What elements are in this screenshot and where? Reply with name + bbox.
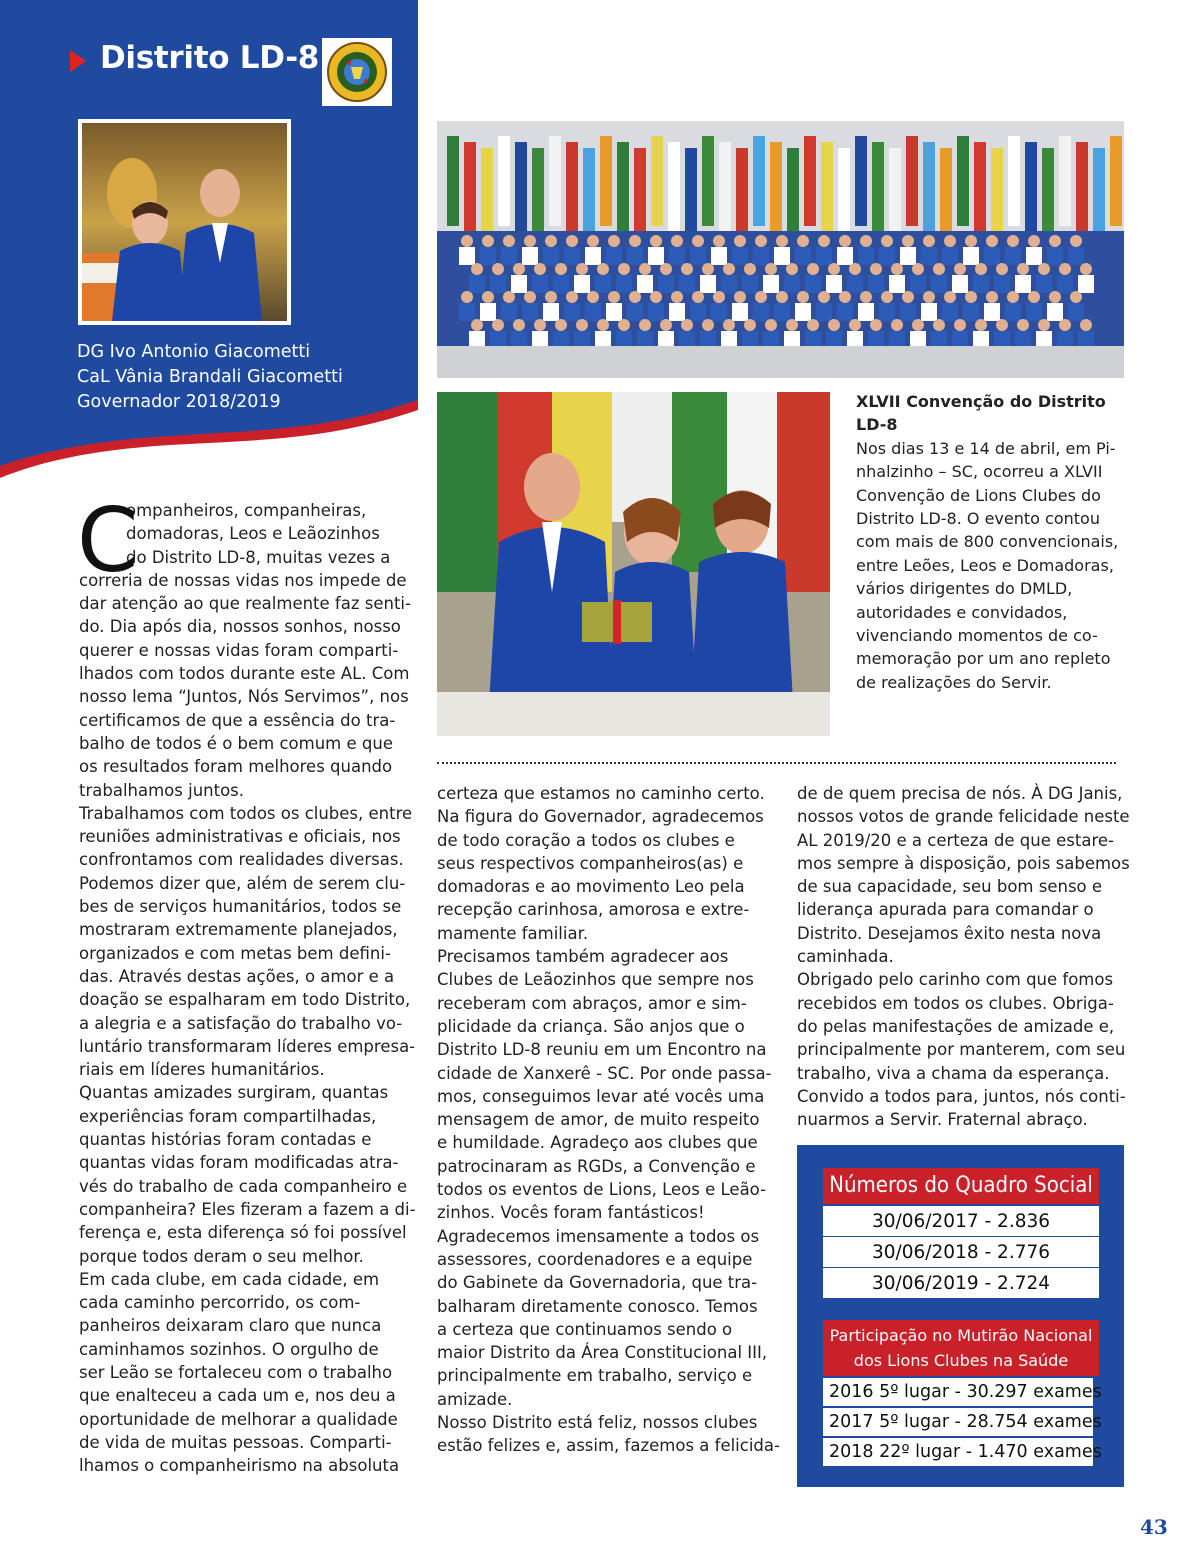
article-line: companheira? Eles fizeram a fazem a di- [79,1199,416,1219]
mutirao-stat-row: 2016 5º lugar - 30.297 exames [823,1378,1093,1406]
article-line: organizados e com metas bem defini- [79,943,391,963]
article-line: plicidade da criança. São anjos que o [437,1016,745,1036]
article-column-1-text [79,569,419,1478]
article-line: cada caminho percorrido, os com- [79,1293,361,1313]
convention-line: nhalzinho – SC, ocorreu a XLVII [856,462,1103,482]
article-line: Distrito LD-8 reuniu em um Encontro na [437,1040,767,1060]
article-line: correria de nossas vidas nos impede de [79,570,407,590]
convention-line: vários dirigentes do DMLD, [856,579,1073,599]
article-line: caminhamos sozinhos. O orgulho de [79,1339,379,1359]
article-line: patrocinaram as RGDs, a Convenção e [437,1156,756,1176]
article-line: seus respectivos companheiros(as) e [437,853,744,873]
article-line: Precisamos também agradecer aos [437,947,729,967]
convention-line: Distrito LD-8. O evento contou [856,509,1100,529]
convention-group-photo [437,121,1124,378]
article-line: liderança apurada para comandar o [797,900,1094,920]
article-line: luntário transformaram líderes empresa- [79,1036,416,1056]
title-arrow-icon [70,50,86,72]
article-line: oportunidade de melhorar a qualidade [79,1409,398,1429]
article-line: balharam diretamente conosco. Temos [437,1296,758,1316]
article-line: domadoras, Leos e Leãozinhos [126,524,380,544]
convention-line: Nos dias 13 e 14 de abril, em Pi- [856,438,1116,458]
article-line: os resultados foram melhores quando [79,757,393,777]
caption-line-1: DG Ivo Antonio Giacometti [77,342,311,362]
page-title: Distrito LD-8 [100,40,320,76]
article-line: recebidos em todos os clubes. Obriga- [797,993,1114,1013]
article-line: amizade. [437,1389,513,1409]
convention-caption [856,390,1126,694]
convention-line: vivenciando momentos de co- [856,626,1098,646]
article-line: caminhada. [797,947,894,967]
article-line: zinhos. Vocês foram fantásticos! [437,1203,705,1223]
article-line: Em cada clube, em cada cidade, em [79,1269,380,1289]
article-line: de vida de muitas pessoas. Comparti- [79,1432,392,1452]
convention-line: autoridades e convidados, [856,602,1068,622]
convention-line: com mais de 800 convencionais, [856,532,1119,552]
article-line: principalmente em trabalho, serviço e [437,1366,753,1386]
article-line: riais em líderes humanitários. [79,1060,325,1080]
article-line: principalmente por manterem, com seu [797,1040,1126,1060]
article-line: dar atenção ao que realmente faz senti- [79,594,411,614]
article-line: confrontamos com realidades diversas. [79,850,404,870]
article-line: assessores, coordenadores e a equipe [437,1249,753,1269]
article-line: lhamos o companheirismo na absoluta [79,1456,400,1476]
article-line: das. Através destas ações, o amor e a [79,966,395,986]
article-column-3 [797,782,1130,1131]
article-line: mos, conseguimos levar até vocês uma [437,1086,765,1106]
article-line: experiências foram compartilhadas, [79,1106,377,1126]
caption-line-2: CaL Vânia Brandali Giacometti [77,367,343,387]
article-line: bes de serviços humanitários, todos se [79,897,402,917]
article-column-2 [437,782,780,1458]
article-line: Nosso Distrito está feliz, nossos clubes [437,1413,758,1433]
article-line: do Gabinete da Governadoria, que tra- [437,1273,758,1293]
article-line: Quantas amizades surgiram, quantas [79,1083,389,1103]
article-line: nosso lema “Juntos, Nós Servimos”, nos [79,687,409,707]
article-line: querer e nossas vidas foram comparti- [79,640,399,660]
article-line: Podemos dizer que, além de serem clu- [79,873,406,893]
article-line: Convido a todos para, juntos, nós conti- [797,1086,1126,1106]
article-line: que enalteceu a cada um e, nos deu a [79,1386,396,1406]
convention-title-line-2: LD-8 [856,415,898,435]
mutirao-title-line-2: dos Lions Clubes na Saúde [853,1351,1069,1370]
article-line: a certeza que continuamos sendo o [437,1319,733,1339]
article-line: nossos votos de grande felicidade neste [797,807,1130,827]
article-line: Trabalhamos com todos os clubes, entre [79,803,413,823]
members-stats-title: Números do Quadro Social [823,1168,1099,1204]
members-stat-row: 30/06/2018 - 2.776 [823,1237,1099,1268]
article-line: cidade de Xanxerê - SC. Por onde passa- [437,1063,772,1083]
district-seal-icon [322,38,392,106]
article-line: do pelas manifestações de amizade e, [797,1016,1115,1036]
article-column-1 [77,489,419,1477]
page-number: 43 [1140,1515,1168,1539]
article-line: Na figura do Governador, agradecemos [437,807,764,827]
convention-line: entre Leões, Leos e Domadoras, [856,555,1114,575]
article-line: receberam com abraços, amor e sim- [437,993,747,1013]
article-line: mos sempre à disposição, pois sabemos [797,853,1130,873]
convention-title-line-1: XLVII Convenção do Distrito [856,392,1106,411]
article-line: doação se espalharam em todo Distrito, [79,990,411,1010]
article-line: de todo coração a todos os clubes e [437,830,735,850]
article-line: panheiros deixaram claro que nunca [79,1316,382,1336]
mutirao-stat-row: 2018 22º lugar - 1.470 exames [823,1438,1093,1466]
article-line: mensagem de amor, de muito respeito [437,1110,760,1130]
article-line: AL 2019/20 e a certeza de que estare- [797,830,1114,850]
governor-photo [78,119,291,325]
article-line: Obrigado pelo carinho com que fomos [797,970,1114,990]
mutirao-title-line-1: Participação no Mutirão Nacional [829,1326,1093,1345]
award-ceremony-photo [437,392,830,736]
article-line: ompanheiros, companheiras, [126,501,367,520]
article-line: ser Leão se fortaleceu com o trabalho [79,1362,393,1382]
article-line: estão felizes e, assim, fazemos a felicida- [437,1436,780,1456]
governor-caption [77,340,407,415]
article-line: recepção carinhosa, amorosa e extre- [437,900,750,920]
convention-title [856,390,1126,437]
article-line: de de quem precisa de nós. À DG Janis, [797,784,1123,803]
article-line: mostraram extremamente planejados, [79,920,398,940]
article-line: ferença e, esta diferença só foi possível [79,1223,407,1243]
article-line: todos os eventos de Lions, Leos e Leão- [437,1180,767,1200]
article-line: trabalho, viva a chama da esperança. [797,1063,1110,1083]
convention-line: de realizações do Servir. [856,672,1052,692]
drop-cap: C [77,489,139,592]
convention-text [856,437,1126,694]
article-line: Distrito. Desejamos êxito nesta nova [797,923,1102,943]
article-line: certeza que estamos no caminho certo. [437,784,765,803]
convention-line: memoração por um ano repleto [856,649,1111,669]
article-line: domadoras e ao movimento Leo pela [437,877,745,897]
article-line: do Distrito LD-8, muitas vezes a [126,547,391,567]
members-stat-row: 30/06/2019 - 2.724 [823,1268,1099,1299]
article-line: quantas histórias foram contadas e [79,1130,372,1150]
mutirao-stat-row: 2017 5º lugar - 28.754 exames [823,1408,1093,1436]
article-line: lhados com todos durante este AL. Com [79,664,410,684]
article-line: trabalhamos juntos. [79,780,245,800]
article-line: porque todos deram o seu melhor. [79,1246,364,1266]
article-line: certificamos de que a essência do tra- [79,710,396,730]
article-line: Clubes de Leãozinhos que sempre nos [437,970,754,990]
section-divider [437,762,1116,764]
article-line: Agradecemos imensamente a todos os [437,1226,760,1246]
members-stat-row: 30/06/2017 - 2.836 [823,1206,1099,1237]
article-line: do. Dia após dia, nossos sonhos, nosso [79,617,401,637]
article-line: balho de todos é o bem comum e que [79,733,393,753]
article-line: reuniões administrativas e oficiais, nos [79,827,401,847]
article-line: e humildade. Agradeço aos clubes que [437,1133,758,1153]
convention-line: Convenção de Lions Clubes do [856,485,1101,505]
caption-line-3: Governador 2018/2019 [77,392,281,412]
mutirao-stats-title [823,1320,1099,1376]
article-line: mamente familiar. [437,923,589,943]
article-line: quantas vidas foram modificadas atra- [79,1153,399,1173]
article-line: vés do trabalho de cada companheiro e [79,1176,408,1196]
article-line: a alegria e a satisfação do trabalho vo- [79,1013,403,1033]
article-line: de sua capacidade, seu bom senso e [797,877,1103,897]
article-line: maior Distrito da Área Constitucional III, [437,1343,768,1363]
article-line: nuarmos a Servir. Fraternal abraço. [797,1110,1088,1130]
